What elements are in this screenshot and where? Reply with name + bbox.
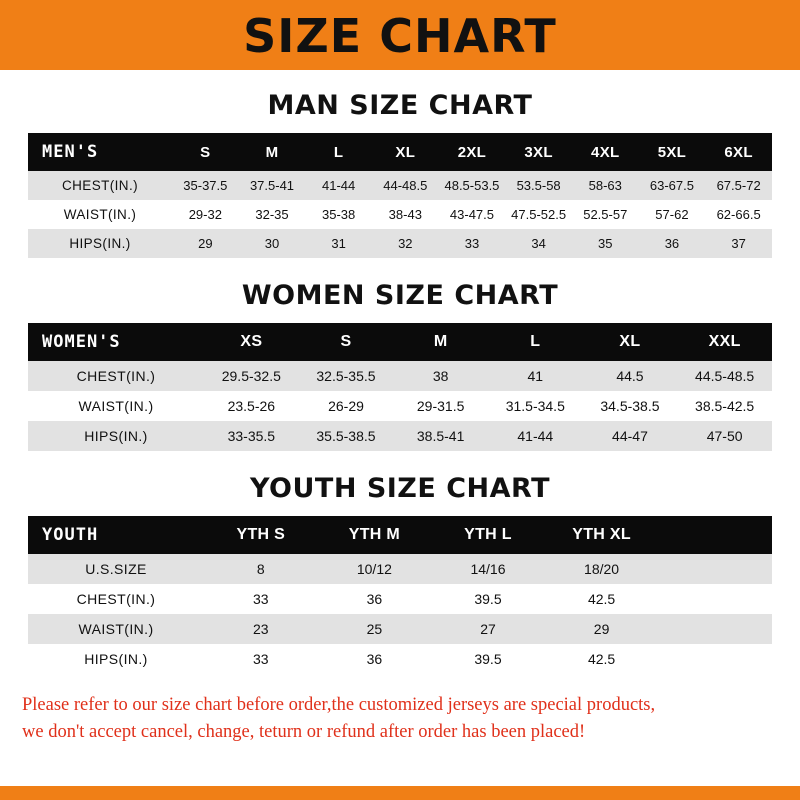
man-table-body: [28, 171, 772, 258]
man-row2-cell1: 30: [264, 236, 280, 251]
youth-row3-cell3: 42.5: [587, 651, 616, 667]
women-table-body: [28, 361, 772, 451]
header-band: [0, 0, 800, 70]
man-row2-cell3: 32: [398, 236, 413, 251]
women-header-cell-6: XXL: [708, 333, 741, 350]
women-row1-cell4: 34.5-38.5: [600, 398, 660, 414]
man-header-cell-3: L: [333, 143, 344, 161]
youth-section-title: YOUTH SIZE CHART: [249, 473, 551, 504]
man-row2-cell4: 33: [464, 236, 480, 251]
man-row0-cell3: 44-48.5: [383, 178, 428, 193]
youth-header-cell-1: YTH S: [236, 526, 286, 543]
women-header-cell-1: XS: [240, 333, 263, 350]
page-title: SIZE CHART: [243, 9, 557, 63]
man-row0-cell2: 41-44: [322, 178, 356, 193]
youth-row3-cell4: [658, 644, 772, 674]
table-row: [28, 229, 772, 258]
table-header-row: [28, 133, 772, 171]
man-row0-cell1: 37.5-41: [249, 178, 295, 193]
women-row0-cell1: 32.5-35.5: [316, 368, 376, 384]
man-row0-cell7: 63-67.5: [649, 178, 694, 193]
women-row2-cell3: 41-44: [517, 428, 554, 444]
header-left-accent: [0, 0, 42, 70]
women-row0-cell0: 29.5-32.5: [221, 368, 281, 384]
women-table-wrapper: [28, 323, 772, 451]
women-row0-cell4: 44.5: [616, 368, 644, 384]
man-header-cell-0: MEN'S: [42, 142, 99, 162]
table-row: [28, 171, 772, 200]
women-header-cell-2: S: [340, 333, 352, 350]
women-row1-cell0: 23.5-26: [227, 398, 276, 414]
man-row1-cell0: 29-32: [188, 207, 222, 222]
man-row2-cell6: 35: [598, 236, 613, 251]
women-header-cell-0: WOMEN'S: [42, 332, 121, 352]
man-row0-cell8: 67.5-72: [716, 178, 761, 193]
footer-note-line-2: we don't accept cancel, change, teturn or refund after order has been placed!: [22, 721, 586, 742]
youth-row0-label: U.S.SIZE: [85, 561, 147, 577]
women-header-cell-3: M: [433, 333, 448, 350]
women-table-head: [28, 323, 772, 361]
table-row: [28, 644, 772, 674]
man-row1-cell5: 47.5-52.5: [511, 207, 567, 222]
women-row2-cell5: 47-50: [706, 428, 743, 444]
youth-row1-cell2: 39.5: [474, 591, 502, 607]
youth-header-cell-5: [658, 516, 772, 554]
man-row2-cell7: 36: [664, 236, 680, 251]
man-row0-label: CHEST(IN.): [62, 178, 138, 193]
women-row1-cell5: 38.5-42.5: [695, 398, 755, 414]
man-header-cell-7: 4XL: [591, 143, 620, 161]
man-row0-cell0: 35-37.5: [183, 178, 228, 193]
man-row1-cell4: 43-47.5: [449, 207, 494, 222]
man-header-cell-9: 6XL: [724, 143, 753, 161]
man-row2-cell5: 34: [531, 236, 546, 251]
youth-row1-cell0: 33: [253, 591, 269, 607]
header-center: [42, 0, 758, 70]
youth-row1-cell1: 36: [366, 591, 383, 607]
table-row: [28, 584, 772, 614]
man-header-cell-2: M: [265, 143, 279, 161]
women-row1-cell1: 26-29: [328, 398, 364, 414]
table-header-row: [28, 516, 772, 554]
youth-header-cell-2: YTH M: [348, 526, 401, 543]
youth-header-cell-4: YTH XL: [572, 526, 631, 543]
youth-row0-cell1: 10/12: [356, 561, 392, 577]
youth-table-wrapper: [28, 516, 772, 674]
man-table-head: [28, 133, 772, 171]
women-row1-label: WAIST(IN.): [78, 398, 154, 414]
women-row0-cell2: 38: [432, 368, 449, 384]
youth-table-head: [28, 516, 772, 554]
youth-row2-cell0: 23: [253, 621, 269, 637]
header-right-accent: [758, 0, 800, 70]
youth-row2-cell1: 25: [366, 621, 383, 637]
youth-header-cell-3: YTH L: [464, 526, 512, 543]
women-header-cell-4: L: [530, 333, 541, 350]
man-row1-cell3: 38-43: [388, 207, 422, 222]
man-row1-cell2: 35-38: [322, 207, 356, 222]
man-header-cell-1: S: [200, 143, 211, 161]
youth-row2-cell3: 29: [593, 621, 610, 637]
youth-row3-cell0: 33: [253, 651, 269, 667]
youth-row0-cell4: [658, 554, 772, 584]
table-row: [28, 361, 772, 391]
footer-note-line-1: Please refer to our size chart before order,the customized jerseys are special products,: [22, 695, 656, 715]
women-size-table: [28, 323, 772, 451]
man-row2-cell0: 29: [198, 236, 213, 251]
man-row2-cell8: 37: [731, 236, 746, 251]
women-row2-cell1: 35.5-38.5: [316, 428, 376, 444]
man-header-cell-4: XL: [395, 143, 416, 161]
youth-row3-label: HIPS(IN.): [84, 651, 148, 667]
man-row2-label: HIPS(IN.): [69, 236, 131, 251]
women-row0-cell3: 41: [527, 368, 544, 384]
youth-row2-label: WAIST(IN.): [78, 621, 154, 637]
women-header-cell-5: XL: [619, 333, 641, 350]
man-section-title: MAN SIZE CHART: [267, 90, 533, 121]
women-row2-cell4: 44-47: [612, 428, 648, 444]
women-row2-label: HIPS(IN.): [84, 428, 148, 444]
youth-header-cell-0: YOUTH: [42, 525, 99, 545]
man-row0-cell4: 48.5-53.5: [444, 178, 500, 193]
youth-row0-cell0: 8: [256, 561, 265, 577]
women-section-title: WOMEN SIZE CHART: [241, 280, 559, 311]
man-row1-cell8: 62-66.5: [716, 207, 761, 222]
youth-table-body: [28, 554, 772, 674]
footer-note: [22, 692, 778, 746]
man-size-table: [28, 133, 772, 258]
man-row1-cell1: 32-35: [255, 207, 289, 222]
man-header-cell-6: 3XL: [524, 143, 553, 161]
man-header-cell-5: 2XL: [457, 143, 487, 161]
table-row: [28, 391, 772, 421]
man-row2-cell2: 31: [331, 236, 346, 251]
youth-row1-label: CHEST(IN.): [76, 591, 156, 607]
youth-row2-cell4: [658, 614, 772, 644]
youth-row2-cell2: 27: [480, 621, 496, 637]
women-row2-cell2: 38.5-41: [416, 428, 465, 444]
bottom-accent-band: [0, 786, 800, 800]
women-row1-cell3: 31.5-34.5: [505, 398, 565, 414]
women-row0-cell5: 44.5-48.5: [695, 368, 755, 384]
youth-row0-cell3: 18/20: [584, 561, 620, 577]
youth-size-table: [28, 516, 772, 674]
man-row0-cell5: 53.5-58: [516, 178, 561, 193]
women-row1-cell2: 29-31.5: [416, 398, 465, 414]
table-row: [28, 421, 772, 451]
youth-row0-cell2: 14/16: [470, 561, 506, 577]
table-header-row: [28, 323, 772, 361]
youth-row3-cell1: 36: [366, 651, 383, 667]
women-row2-cell0: 33-35.5: [227, 428, 276, 444]
man-row0-cell6: 58-63: [588, 178, 622, 193]
youth-row1-cell4: [658, 584, 772, 614]
man-row1-cell7: 57-62: [655, 207, 689, 222]
table-row: [28, 554, 772, 584]
man-row1-cell6: 52.5-57: [583, 207, 628, 222]
youth-row1-cell3: 42.5: [587, 591, 616, 607]
table-row: [28, 200, 772, 229]
man-row1-label: WAIST(IN.): [63, 207, 137, 222]
man-header-cell-8: 5XL: [657, 143, 687, 161]
man-table-wrapper: [28, 133, 772, 258]
youth-row3-cell2: 39.5: [474, 651, 502, 667]
women-row0-label: CHEST(IN.): [76, 368, 156, 384]
table-row: [28, 614, 772, 644]
